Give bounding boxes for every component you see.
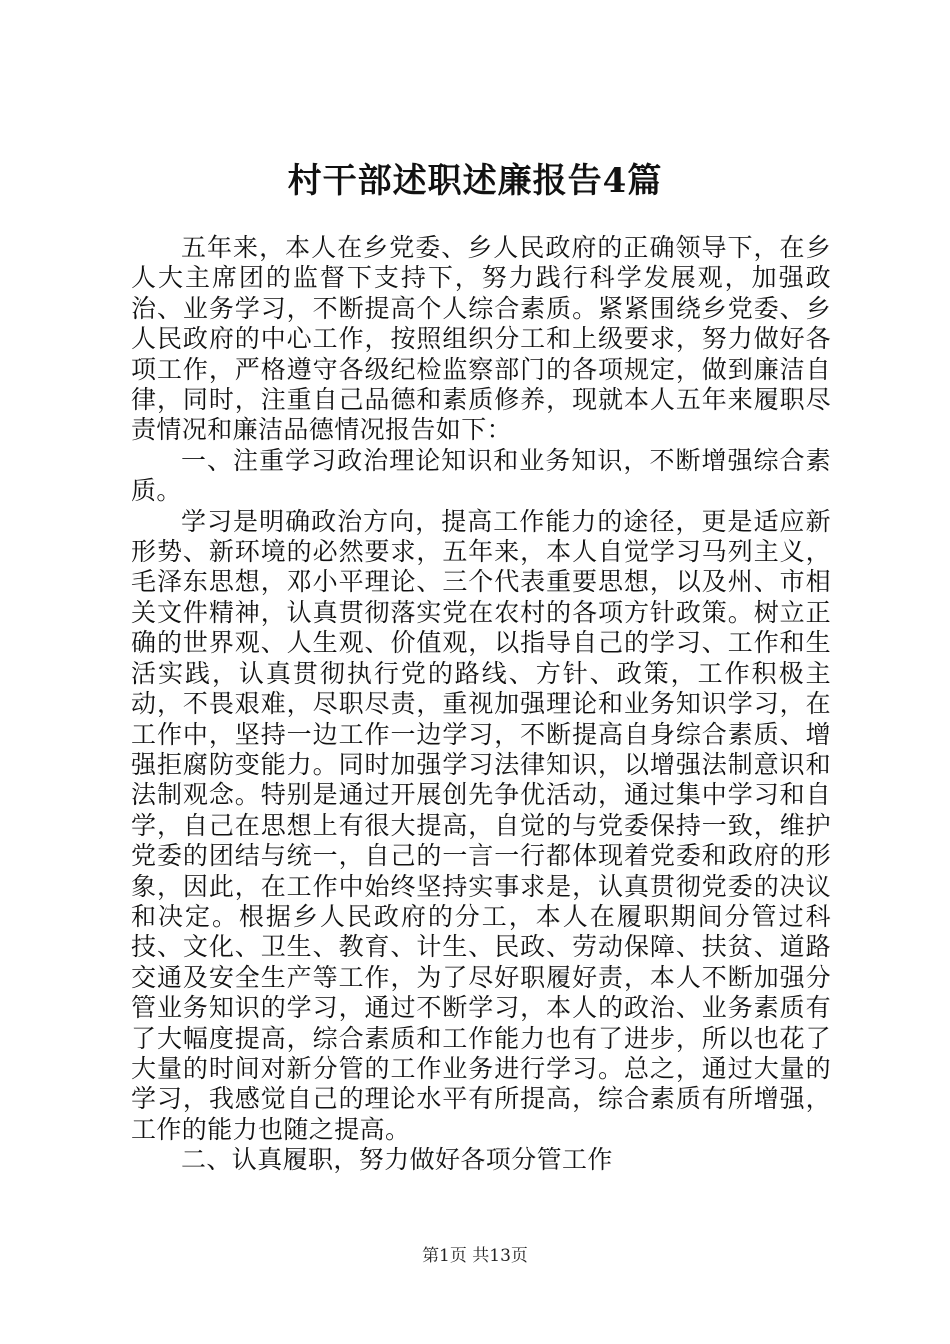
paragraph-heading-one: 一、注重学习政治理论知识和业务知识，不断增强综合素质。 — [131, 445, 831, 506]
paragraph-heading-two: 二、认真履职，努力做好各项分管工作 — [181, 1145, 613, 1175]
document-body — [131, 233, 831, 1176]
document-title: 村干部述职述廉报告4篇 — [287, 161, 663, 201]
paragraph-intro: 五年来，本人在乡党委、乡人民政府的正确领导下，在乡人大主席团的监督下支持下，努力践行科学发展观，加强政治、业务学习，不断提高个人综合素质。紧紧围绕乡党委、乡人民政府的中心工作，按照组织分工和上级要求，努力做好各项工作，严格遵守各级纪检监察部门的各项规定，做到廉洁自律，同时，注重自己品德和素质修养，现就本人五年来履职尽责情况和廉洁品德情况报告如下： — [131, 233, 831, 445]
page-number-footer: 第1页 共13页 — [422, 1246, 528, 1266]
paragraph-study: 学习是明确政治方向，提高工作能力的途径，更是适应新形势、新环境的必然要求，五年来，本人自觉学习马列主义，毛泽东思想，邓小平理论、三个代表重要思想，以及州、市相关文件精神，认真贯彻落实党在农村的各项方针政策。树立正确的世界观、人生观、价值观，以指导自己的学习、工作和生活实践，认真贯彻执行党的路线、方针、政策，工作积极主动，不畏艰难，尽职尽责，重视加强理论和业务知识学习，在工作中，坚持一边工作一边学习，不断提高自身综合素质、增强拒腐防变能力。同时加强学习法律知识，以增强法制意识和法制观念。特别是通过开展创先争优活动，通过集中学习和自学，自己在思想上有很大提高，自觉的与党委保持一致，维护党委的团结与统一，自己的一言一行都体现着党委和政府的形象，因此，在工作中始终坚持实事求是，认真贯彻党委的决议和决定。根据乡人民政府的分工，本人在履职期间分管过科技、文化、卫生、教育、计生、民政、劳动保障、扶贫、道路交通及安全生产等工作，为了尽好职履好责，本人不断加强分管业务知识的学习，通过不断学习，本人的政治、业务素质有了大幅度提高，综合素质和工作能力也有了进步，所以也花了大量的时间对新分管的工作业务进行学习。总之，通过大量的学习，我感觉自己的理论水平有所提高，综合素质有所增强，工作的能力也随之提高。 — [131, 506, 831, 1144]
